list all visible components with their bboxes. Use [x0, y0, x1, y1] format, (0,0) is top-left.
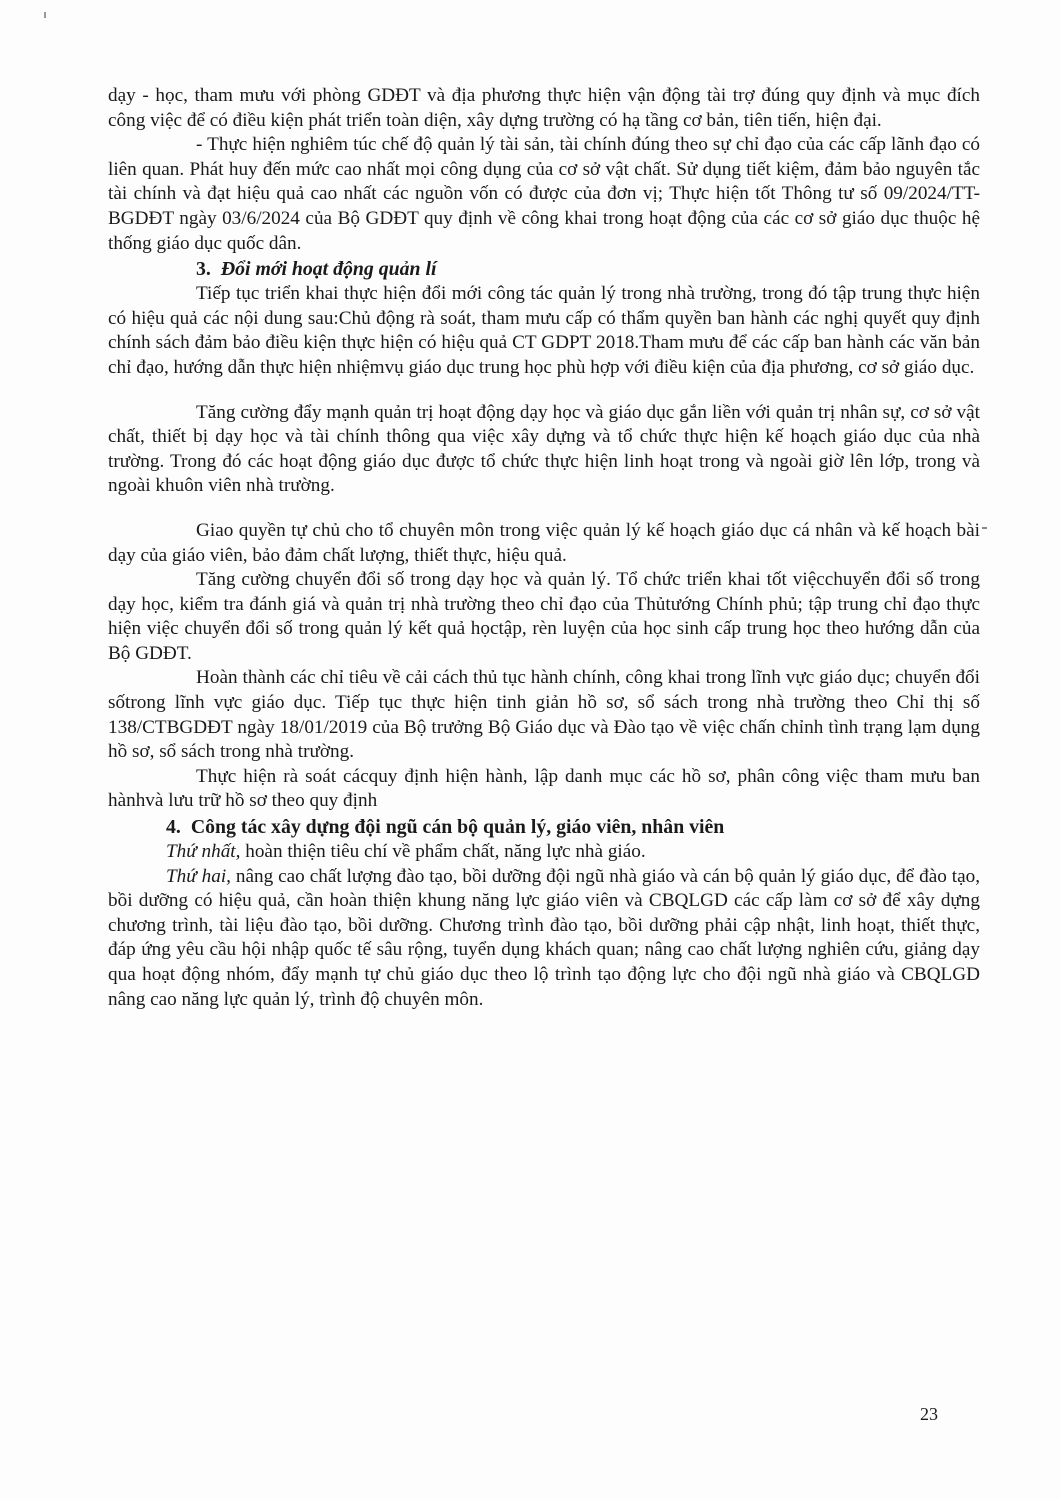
scan-artifact	[982, 527, 987, 529]
second-label: Thứ hai,	[166, 865, 231, 887]
section-3-paragraph: Tăng cường đẩy mạnh quản trị hoạt động dạy học và giáo dục gắn liền với quản trị nhân sự, cơ sở vật chất, thiết bị dạy học và tài chính thông qua việc xây dựng và tổ chức thực hiện kế hoạch giáo dục của nhà trường. Trong đó các hoạt động giáo dục được tổ chức thực hiện linh hoạt trong và ngoài giờ lên lớp, trong và ngoài khuôn viên nhà trường.	[108, 401, 980, 497]
scan-artifact	[44, 12, 46, 18]
second-text: nâng cao chất lượng đào tạo, bồi dưỡng đội ngũ nhà giáo và cán bộ quản lý giáo dục, để đào tạo, bồi dưỡng có hiệu quả, cần hoàn thiện khung năng lực giáo viên và CBQLGD các cấp làm cơ sở để xây dựng chương trình, tài liệu đào tạo, bồi dưỡng. Chương trình đào tạo, bồi dưỡng phải cập nhật, linh hoạt, thiết thực, đáp ứng yêu cầu hội nhập quốc tế sâu rộng, tuyển dụng khách quan; nâng cao chất lượng nghiên cứu, giảng dạy qua hoạt động nhóm, đẩy mạnh tự chủ giáo dục theo lộ trình tạo động lực cho đội ngũ nhà giáo và CBQLGD nâng cao năng lực quản lý, trình độ chuyên môn.	[108, 865, 980, 1010]
section-3-paragraph: Tiếp tục triển khai thực hiện đổi mới công tác quản lý trong nhà trường, trong đó tập trung thực hiện có hiệu quả các nội dung sau:Chủ động rà soát, tham mưu cấp có thẩm quyền ban hành các nghị quyết quy định chính sách đảm bảo điều kiện thực hiện có hiệu quả CT GDPT 2018.Tham mưu để các cấp ban hành các văn bản chỉ đạo, hướng dẫn thực hiện nhiệmvụ giáo dục trung học phù hợp với điều kiện của địa phương, cơ sở giáo dục.	[108, 283, 980, 378]
section-3-paragraph: Giao quyền tự chủ cho tổ chuyên môn trong việc quản lý kế hoạch giáo dục cá nhân và kế hoạch bài dạy của giáo viên, bảo đảm chất lượng, thiết thực, hiệu quả.	[108, 519, 980, 566]
page-number: 23	[920, 1404, 938, 1424]
section-3-paragraph: Tăng cường chuyển đổi số trong dạy học và quản lý. Tổ chức triển khai tốt việcchuyển đổi số trong dạy học, kiểm tra đánh giá và quản trị nhà trường theo chỉ đạo của Thủtướng Chính phủ; tập trung chỉ đạo thực hiện việc chuyển đổi số trong quản lý kết quả họctập, rèn luyện của học sinh cấp trung học theo hướng dẫn của Bộ GDĐT.	[108, 569, 980, 664]
section-4-title: Công tác xây dựng đội ngũ cán bộ quản lý, giáo viên, nhân viên	[190, 816, 725, 839]
section-3-paragraph: Hoàn thành các chỉ tiêu về cải cách thủ tục hành chính, công khai trong lĩnh vực giáo dục; chuyển đổi sốtrong lĩnh vực giáo dục. Tiếp tục thực hiện tinh giản hồ sơ, sổ sách trong nhà trường theo Chỉ thị số 138/CTBGDĐT ngày 18/01/2019 của Bộ trưởng Bộ Giáo dục và Đào tạo về việc chấn chỉnh tình trạng lạm dụng hồ sơ, sổ sách trong nhà trường.	[108, 667, 980, 763]
asset-management-paragraph: - Thực hiện nghiêm túc chế độ quản lý tài sản, tài chính đúng theo sự chỉ đạo của các cấp lãnh đạo có liên quan. Phát huy đến mức cao nhất mọi công dụng của cơ sở vật chất. Sử dụng tiết kiệm, đảm bảo nguyên tắc tài chính và đạt hiệu quả cao nhất các nguồn vốn có được của đơn vị; Thực hiện tốt Thông tư số 09/2024/TT-BGDĐT ngày 03/6/2024 của Bộ GDĐT quy định về công khai trong hoạt động của các cơ sở giáo dục thuộc hệ thống giáo dục quốc dân.	[108, 134, 980, 254]
section-3-paragraph: Thực hiện rà soát cácquy định hiện hành, lập danh mục các hồ sơ, phân công việc tham mưu ban hànhvà lưu trữ hồ sơ theo quy định	[108, 765, 980, 812]
first-text: hoàn thiện tiêu chí về phẩm chất, năng lực nhà giáo.	[240, 841, 646, 863]
section-3-heading	[108, 256, 980, 282]
document-body	[108, 84, 980, 1012]
section-4-second-point	[108, 865, 980, 1013]
section-3-title: Đổi mới hoạt động quản lí	[220, 258, 437, 281]
first-label: Thứ nhất,	[166, 841, 241, 863]
section-4-number: 4.	[166, 816, 181, 839]
section-3-number: 3.	[196, 258, 211, 281]
section-4-first-point	[108, 840, 980, 865]
section-4-heading	[108, 814, 980, 840]
intro-paragraph: dạy - học, tham mưu với phòng GDĐT và địa phương thực hiện vận động tài trợ đúng quy định và mục đích công việc để có điều kiện phát triển toàn diện, xây dựng trường có hạ tầng cơ bản, tiên tiến, hiện đại.	[108, 85, 980, 131]
